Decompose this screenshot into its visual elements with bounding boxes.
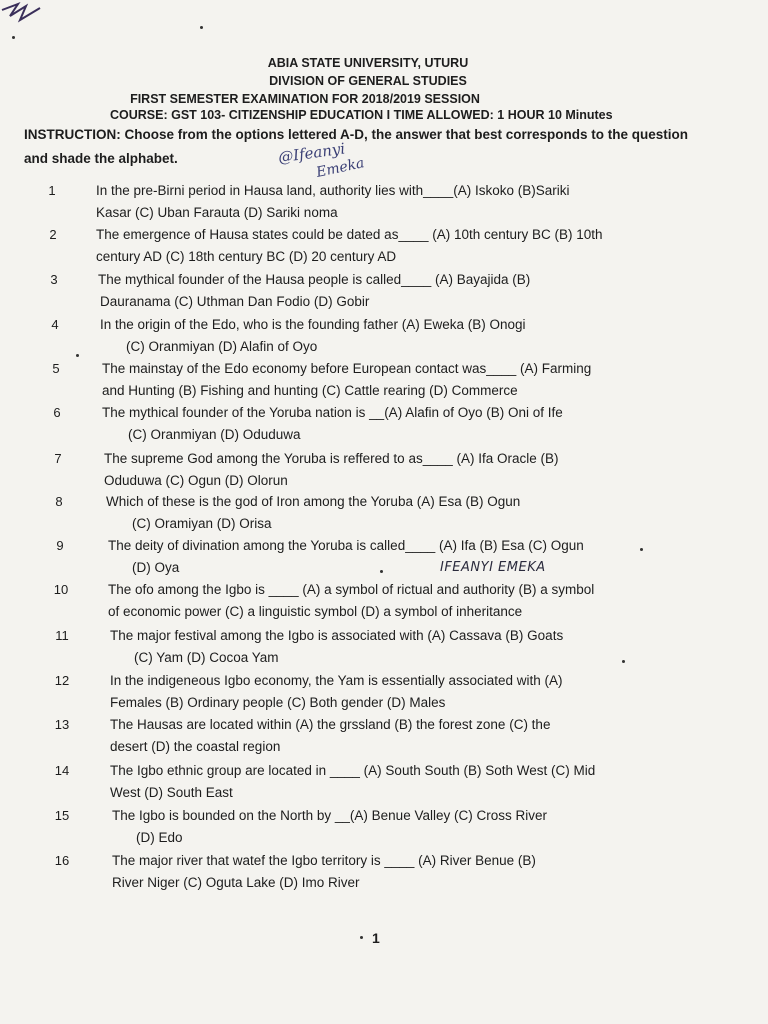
question-text: Which of these is the god of Iron among the Yoruba (A) Esa (B) Ogun — [106, 494, 521, 509]
question-number: 7 — [54, 451, 62, 466]
question-text: The Hausas are located within (A) the grssland (B) the forest zone (C) the — [110, 717, 551, 732]
handwritten-annotation: Emeka — [314, 155, 366, 181]
corner-scribble-mark — [0, 0, 60, 40]
question-options: West (D) South East — [110, 785, 233, 800]
speck — [200, 26, 203, 29]
question-number: 12 — [54, 673, 70, 688]
question-text: The supreme God among the Yoruba is reffered to as____ (A) Ifa Oracle (B) — [104, 451, 559, 466]
question-options: of economic power (C) a linguistic symbol (D) a symbol of inheritance — [108, 604, 523, 619]
question-number: 10 — [53, 582, 69, 597]
question-options: Oduduwa (C) Ogun (D) Olorun — [104, 473, 288, 488]
question-options: (C) Oramiyan (D) Orisa — [132, 516, 272, 531]
question-text: The Igbo is bounded on the North by __(A) Benue Valley (C) Cross River — [112, 808, 547, 823]
university-name: ABIA STATE UNIVERSITY, UTURU — [267, 56, 469, 70]
question-options: century AD (C) 18th century BC (D) 20 century AD — [96, 249, 397, 264]
question-text: The mainstay of the Edo economy before European contact was____ (A) Farming — [102, 361, 592, 376]
question-number: 16 — [54, 853, 70, 868]
question-text: In the pre-Birni period in Hausa land, authority lies with____(A) Iskoko (B)Sariki — [96, 183, 570, 198]
instruction-text: INSTRUCTION: Choose from the options lettered A-D, the answer that best corresponds to the question and shade the alphabet. — [24, 127, 689, 166]
question-options: River Niger (C) Oguta Lake (D) Imo River — [112, 875, 360, 890]
question-options: (C) Oranmiyan (D) Oduduwa — [128, 427, 301, 442]
question-text: The major festival among the Igbo is associated with (A) Cassava (B) Goats — [110, 628, 564, 643]
exam-title: FIRST SEMESTER EXAMINATION FOR 2018/2019 SESSION — [130, 92, 480, 106]
question-number: 4 — [51, 317, 59, 332]
question-options: desert (D) the coastal region — [110, 739, 281, 754]
question-number: 13 — [54, 717, 70, 732]
question-options: (D) Edo — [136, 830, 183, 845]
speck — [12, 36, 15, 39]
question-number: 5 — [52, 361, 60, 376]
question-text: The Igbo ethnic group are located in ____ (A) South South (B) Soth West (C) Mid — [110, 763, 596, 778]
question-text: The mythical founder of the Hausa people is called____ (A) Bayajida (B) — [98, 272, 531, 287]
question-text: The deity of divination among the Yoruba is called____ (A) Ifa (B) Esa (C) Ogun — [108, 538, 584, 553]
question-text: The ofo among the Igbo is ____ (A) a symbol of rictual and authority (B) a symbol — [108, 582, 595, 597]
question-options: and Hunting (B) Fishing and hunting (C) Cattle rearing (D) Commerce — [102, 383, 518, 398]
question-number: 8 — [55, 494, 63, 509]
speck — [76, 354, 79, 357]
speck — [622, 660, 625, 663]
question-number: 1 — [48, 183, 56, 198]
question-number: 9 — [56, 538, 64, 553]
question-text: In the origin of the Edo, who is the founding father (A) Eweka (B) Onogi — [100, 317, 526, 332]
question-options: Dauranama (C) Uthman Dan Fodio (D) Gobir — [100, 294, 370, 309]
question-number: 2 — [49, 227, 57, 242]
question-number: 11 — [55, 628, 69, 643]
question-options: Females (B) Ordinary people (C) Both gender (D) Males — [110, 695, 446, 710]
page-number: 1 — [372, 930, 380, 946]
question-number: 3 — [50, 272, 58, 287]
question-text: In the indigeneous Igbo economy, the Yam is essentially associated with (A) — [110, 673, 563, 688]
handwritten-annotation: @Ifeanyi — [277, 139, 347, 167]
question-number: 15 — [54, 808, 70, 823]
speck — [640, 548, 643, 551]
question-text: The mythical founder of the Yoruba nation is __(A) Alafin of Oyo (B) Oni of Ife — [102, 405, 563, 420]
question-options: (C) Oranmiyan (D) Alafin of Oyo — [126, 339, 318, 354]
handwritten-annotation: IFEANYI EMEKA — [440, 560, 546, 575]
question-options: (D) Oya — [132, 560, 180, 575]
course-line: COURSE: GST 103- CITIZENSHIP EDUCATION I TIME ALLOWED: 1 HOUR 10 Minutes — [110, 108, 613, 122]
question-number: 14 — [54, 763, 70, 778]
question-text: The emergence of Hausa states could be dated as____ (A) 10th century BC (B) 10th — [96, 227, 603, 242]
question-options: Kasar (C) Uban Farauta (D) Sariki noma — [96, 205, 338, 220]
speck — [360, 936, 363, 939]
question-options: (C) Yam (D) Cocoa Yam — [134, 650, 279, 665]
speck — [380, 570, 383, 573]
question-text: The major river that watef the Igbo territory is ____ (A) River Benue (B) — [112, 853, 536, 868]
division-name: DIVISION OF GENERAL STUDIES — [269, 74, 467, 88]
question-number: 6 — [53, 405, 61, 420]
